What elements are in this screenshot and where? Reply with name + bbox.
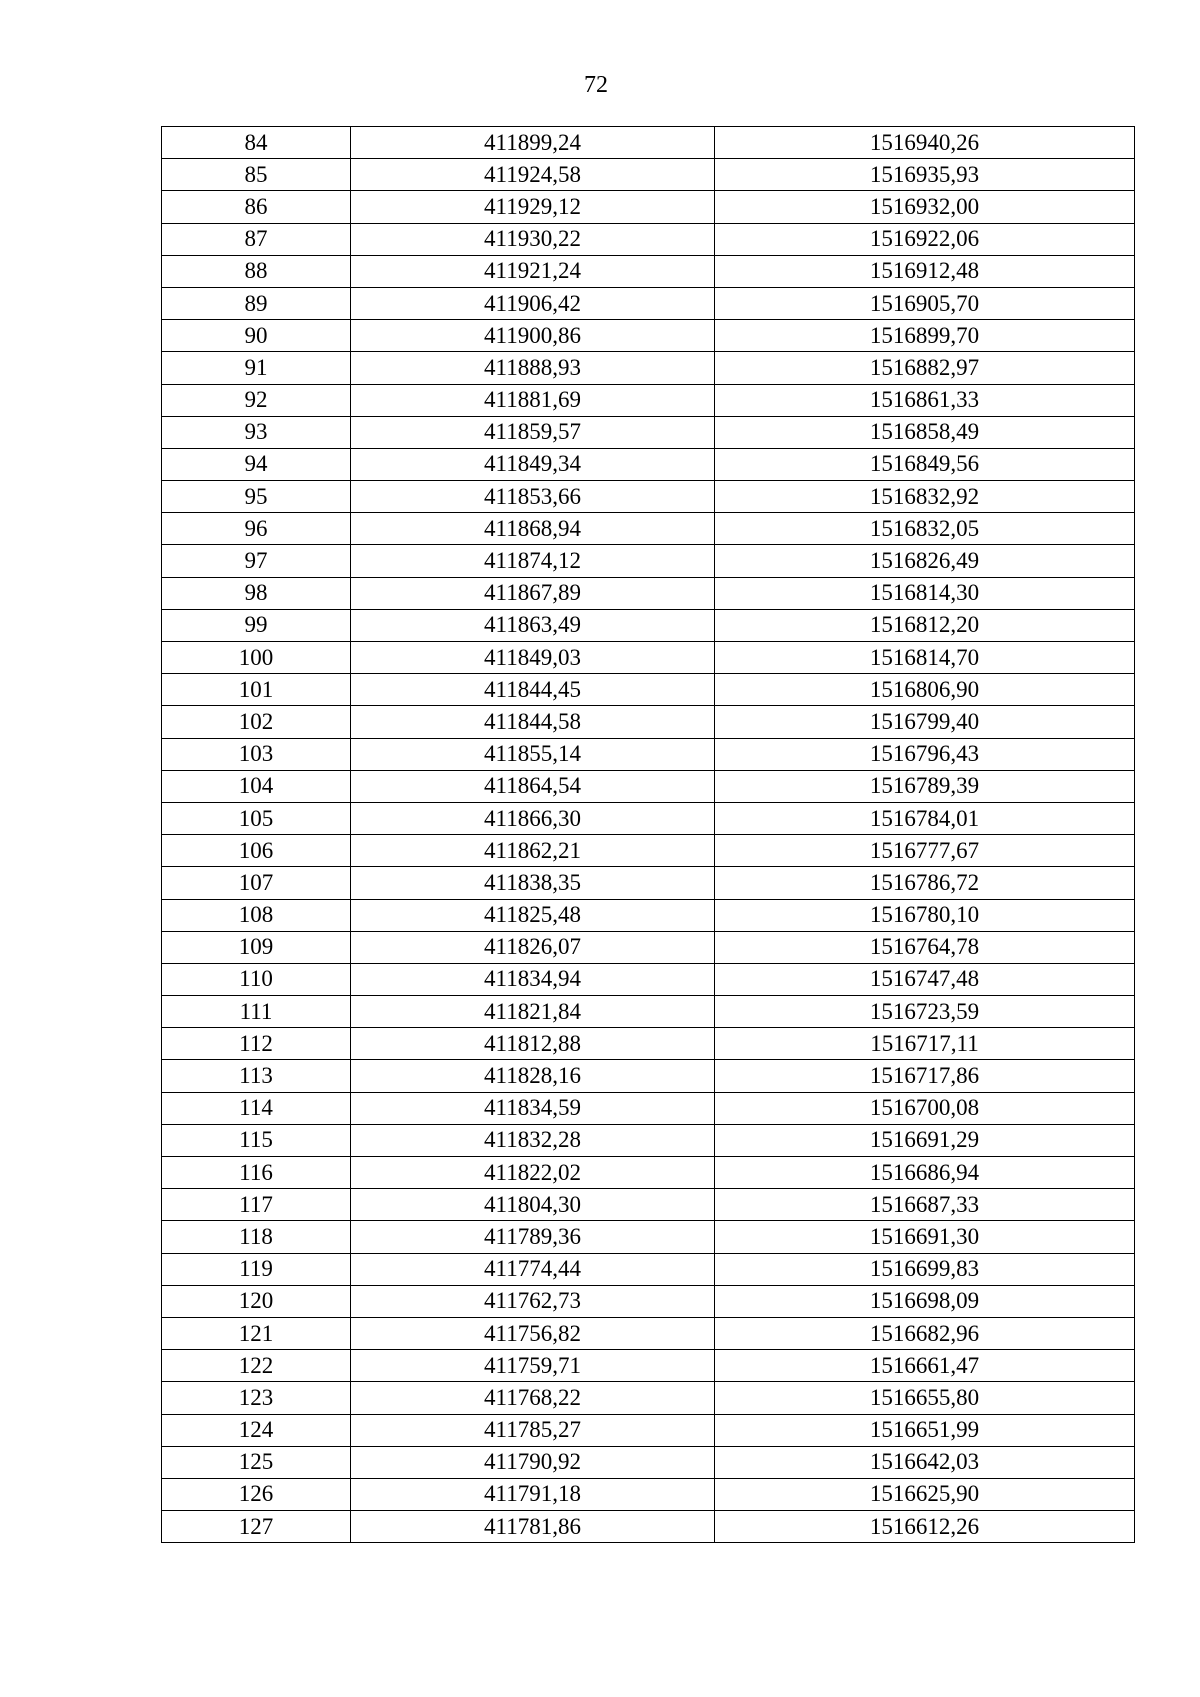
- x-coordinate-cell: 411822,02: [351, 1157, 715, 1189]
- point-number-cell: 84: [162, 127, 351, 159]
- table-row: [162, 1511, 1135, 1543]
- x-coordinate-cell: 411844,58: [351, 706, 715, 738]
- y-coordinate-cell: 1516691,29: [715, 1124, 1135, 1156]
- point-number-cell: 110: [162, 963, 351, 995]
- y-coordinate-cell: 1516651,99: [715, 1414, 1135, 1446]
- point-number-cell: 116: [162, 1157, 351, 1189]
- y-coordinate-cell: 1516826,49: [715, 545, 1135, 577]
- y-coordinate-cell: 1516935,93: [715, 159, 1135, 191]
- point-number-cell: 118: [162, 1221, 351, 1253]
- x-coordinate-cell: 411899,24: [351, 127, 715, 159]
- point-number-cell: 112: [162, 1028, 351, 1060]
- y-coordinate-cell: 1516932,00: [715, 191, 1135, 223]
- point-number-cell: 108: [162, 899, 351, 931]
- x-coordinate-cell: 411849,34: [351, 448, 715, 480]
- y-coordinate-cell: 1516849,56: [715, 448, 1135, 480]
- table-row: [162, 320, 1135, 352]
- table-row: [162, 223, 1135, 255]
- point-number-cell: 94: [162, 448, 351, 480]
- table-row: [162, 706, 1135, 738]
- x-coordinate-cell: 411791,18: [351, 1478, 715, 1510]
- table-row: [162, 642, 1135, 674]
- x-coordinate-cell: 411828,16: [351, 1060, 715, 1092]
- x-coordinate-cell: 411821,84: [351, 996, 715, 1028]
- table-row: [162, 1382, 1135, 1414]
- point-number-cell: 102: [162, 706, 351, 738]
- point-number-cell: 111: [162, 996, 351, 1028]
- point-number-cell: 104: [162, 770, 351, 802]
- point-number-cell: 120: [162, 1285, 351, 1317]
- table-row: [162, 1317, 1135, 1349]
- table-row: [162, 481, 1135, 513]
- y-coordinate-cell: 1516747,48: [715, 963, 1135, 995]
- x-coordinate-cell: 411930,22: [351, 223, 715, 255]
- y-coordinate-cell: 1516806,90: [715, 674, 1135, 706]
- y-coordinate-cell: 1516682,96: [715, 1317, 1135, 1349]
- x-coordinate-cell: 411762,73: [351, 1285, 715, 1317]
- y-coordinate-cell: 1516899,70: [715, 320, 1135, 352]
- point-number-cell: 99: [162, 609, 351, 641]
- y-coordinate-cell: 1516661,47: [715, 1350, 1135, 1382]
- table-row: [162, 577, 1135, 609]
- point-number-cell: 90: [162, 320, 351, 352]
- point-number-cell: 93: [162, 416, 351, 448]
- table-row: [162, 609, 1135, 641]
- table-row: [162, 1124, 1135, 1156]
- point-number-cell: 124: [162, 1414, 351, 1446]
- point-number-cell: 97: [162, 545, 351, 577]
- point-number-cell: 98: [162, 577, 351, 609]
- table-row: [162, 127, 1135, 159]
- y-coordinate-cell: 1516905,70: [715, 287, 1135, 319]
- y-coordinate-cell: 1516612,26: [715, 1511, 1135, 1543]
- table-row: [162, 1092, 1135, 1124]
- table-row: [162, 255, 1135, 287]
- table-row: [162, 384, 1135, 416]
- table-row: [162, 1157, 1135, 1189]
- y-coordinate-cell: 1516691,30: [715, 1221, 1135, 1253]
- x-coordinate-cell: 411834,94: [351, 963, 715, 995]
- y-coordinate-cell: 1516698,09: [715, 1285, 1135, 1317]
- x-coordinate-cell: 411888,93: [351, 352, 715, 384]
- x-coordinate-cell: 411825,48: [351, 899, 715, 931]
- point-number-cell: 89: [162, 287, 351, 319]
- table-row: [162, 1028, 1135, 1060]
- coordinates-table-body: [162, 127, 1135, 1543]
- y-coordinate-cell: 1516814,30: [715, 577, 1135, 609]
- x-coordinate-cell: 411812,88: [351, 1028, 715, 1060]
- table-row: [162, 513, 1135, 545]
- point-number-cell: 125: [162, 1446, 351, 1478]
- coordinates-table: [161, 126, 1135, 1543]
- point-number-cell: 91: [162, 352, 351, 384]
- x-coordinate-cell: 411838,35: [351, 867, 715, 899]
- x-coordinate-cell: 411859,57: [351, 416, 715, 448]
- table-row: [162, 674, 1135, 706]
- table-row: [162, 899, 1135, 931]
- y-coordinate-cell: 1516784,01: [715, 802, 1135, 834]
- y-coordinate-cell: 1516717,86: [715, 1060, 1135, 1092]
- point-number-cell: 88: [162, 255, 351, 287]
- table-row: [162, 352, 1135, 384]
- page-number: 72: [584, 72, 608, 98]
- x-coordinate-cell: 411855,14: [351, 738, 715, 770]
- point-number-cell: 127: [162, 1511, 351, 1543]
- y-coordinate-cell: 1516832,05: [715, 513, 1135, 545]
- x-coordinate-cell: 411844,45: [351, 674, 715, 706]
- table-row: [162, 802, 1135, 834]
- point-number-cell: 114: [162, 1092, 351, 1124]
- point-number-cell: 119: [162, 1253, 351, 1285]
- point-number-cell: 103: [162, 738, 351, 770]
- table-row: [162, 738, 1135, 770]
- table-row: [162, 996, 1135, 1028]
- table-row: [162, 159, 1135, 191]
- x-coordinate-cell: 411874,12: [351, 545, 715, 577]
- x-coordinate-cell: 411785,27: [351, 1414, 715, 1446]
- point-number-cell: 100: [162, 642, 351, 674]
- y-coordinate-cell: 1516912,48: [715, 255, 1135, 287]
- table-row: [162, 1414, 1135, 1446]
- y-coordinate-cell: 1516832,92: [715, 481, 1135, 513]
- x-coordinate-cell: 411849,03: [351, 642, 715, 674]
- y-coordinate-cell: 1516655,80: [715, 1382, 1135, 1414]
- table-row: [162, 1350, 1135, 1382]
- x-coordinate-cell: 411881,69: [351, 384, 715, 416]
- point-number-cell: 122: [162, 1350, 351, 1382]
- y-coordinate-cell: 1516780,10: [715, 899, 1135, 931]
- y-coordinate-cell: 1516858,49: [715, 416, 1135, 448]
- y-coordinate-cell: 1516687,33: [715, 1189, 1135, 1221]
- x-coordinate-cell: 411790,92: [351, 1446, 715, 1478]
- y-coordinate-cell: 1516922,06: [715, 223, 1135, 255]
- table-row: [162, 835, 1135, 867]
- point-number-cell: 109: [162, 931, 351, 963]
- y-coordinate-cell: 1516812,20: [715, 609, 1135, 641]
- point-number-cell: 117: [162, 1189, 351, 1221]
- table-row: [162, 191, 1135, 223]
- x-coordinate-cell: 411759,71: [351, 1350, 715, 1382]
- x-coordinate-cell: 411929,12: [351, 191, 715, 223]
- y-coordinate-cell: 1516796,43: [715, 738, 1135, 770]
- x-coordinate-cell: 411862,21: [351, 835, 715, 867]
- x-coordinate-cell: 411866,30: [351, 802, 715, 834]
- x-coordinate-cell: 411868,94: [351, 513, 715, 545]
- y-coordinate-cell: 1516717,11: [715, 1028, 1135, 1060]
- x-coordinate-cell: 411853,66: [351, 481, 715, 513]
- x-coordinate-cell: 411921,24: [351, 255, 715, 287]
- y-coordinate-cell: 1516861,33: [715, 384, 1135, 416]
- y-coordinate-cell: 1516814,70: [715, 642, 1135, 674]
- x-coordinate-cell: 411804,30: [351, 1189, 715, 1221]
- x-coordinate-cell: 411774,44: [351, 1253, 715, 1285]
- point-number-cell: 121: [162, 1317, 351, 1349]
- x-coordinate-cell: 411864,54: [351, 770, 715, 802]
- point-number-cell: 101: [162, 674, 351, 706]
- point-number-cell: 107: [162, 867, 351, 899]
- y-coordinate-cell: 1516700,08: [715, 1092, 1135, 1124]
- point-number-cell: 105: [162, 802, 351, 834]
- x-coordinate-cell: 411826,07: [351, 931, 715, 963]
- table-row: [162, 1060, 1135, 1092]
- point-number-cell: 95: [162, 481, 351, 513]
- table-row: [162, 1221, 1135, 1253]
- y-coordinate-cell: 1516786,72: [715, 867, 1135, 899]
- table-row: [162, 963, 1135, 995]
- x-coordinate-cell: 411768,22: [351, 1382, 715, 1414]
- x-coordinate-cell: 411906,42: [351, 287, 715, 319]
- y-coordinate-cell: 1516699,83: [715, 1253, 1135, 1285]
- point-number-cell: 96: [162, 513, 351, 545]
- y-coordinate-cell: 1516789,39: [715, 770, 1135, 802]
- y-coordinate-cell: 1516642,03: [715, 1446, 1135, 1478]
- point-number-cell: 123: [162, 1382, 351, 1414]
- point-number-cell: 126: [162, 1478, 351, 1510]
- table-row: [162, 770, 1135, 802]
- y-coordinate-cell: 1516777,67: [715, 835, 1135, 867]
- x-coordinate-cell: 411781,86: [351, 1511, 715, 1543]
- table-row: [162, 867, 1135, 899]
- x-coordinate-cell: 411863,49: [351, 609, 715, 641]
- table-row: [162, 416, 1135, 448]
- table-row: [162, 448, 1135, 480]
- point-number-cell: 92: [162, 384, 351, 416]
- y-coordinate-cell: 1516940,26: [715, 127, 1135, 159]
- y-coordinate-cell: 1516686,94: [715, 1157, 1135, 1189]
- x-coordinate-cell: 411756,82: [351, 1317, 715, 1349]
- x-coordinate-cell: 411924,58: [351, 159, 715, 191]
- point-number-cell: 87: [162, 223, 351, 255]
- table-row: [162, 1253, 1135, 1285]
- y-coordinate-cell: 1516882,97: [715, 352, 1135, 384]
- x-coordinate-cell: 411900,86: [351, 320, 715, 352]
- table-row: [162, 1189, 1135, 1221]
- table-row: [162, 1285, 1135, 1317]
- table-row: [162, 545, 1135, 577]
- point-number-cell: 106: [162, 835, 351, 867]
- point-number-cell: 85: [162, 159, 351, 191]
- table-row: [162, 1478, 1135, 1510]
- point-number-cell: 86: [162, 191, 351, 223]
- table-row: [162, 1446, 1135, 1478]
- y-coordinate-cell: 1516723,59: [715, 996, 1135, 1028]
- x-coordinate-cell: 411789,36: [351, 1221, 715, 1253]
- table-row: [162, 931, 1135, 963]
- x-coordinate-cell: 411867,89: [351, 577, 715, 609]
- table-row: [162, 287, 1135, 319]
- y-coordinate-cell: 1516799,40: [715, 706, 1135, 738]
- y-coordinate-cell: 1516764,78: [715, 931, 1135, 963]
- point-number-cell: 113: [162, 1060, 351, 1092]
- point-number-cell: 115: [162, 1124, 351, 1156]
- y-coordinate-cell: 1516625,90: [715, 1478, 1135, 1510]
- x-coordinate-cell: 411834,59: [351, 1092, 715, 1124]
- x-coordinate-cell: 411832,28: [351, 1124, 715, 1156]
